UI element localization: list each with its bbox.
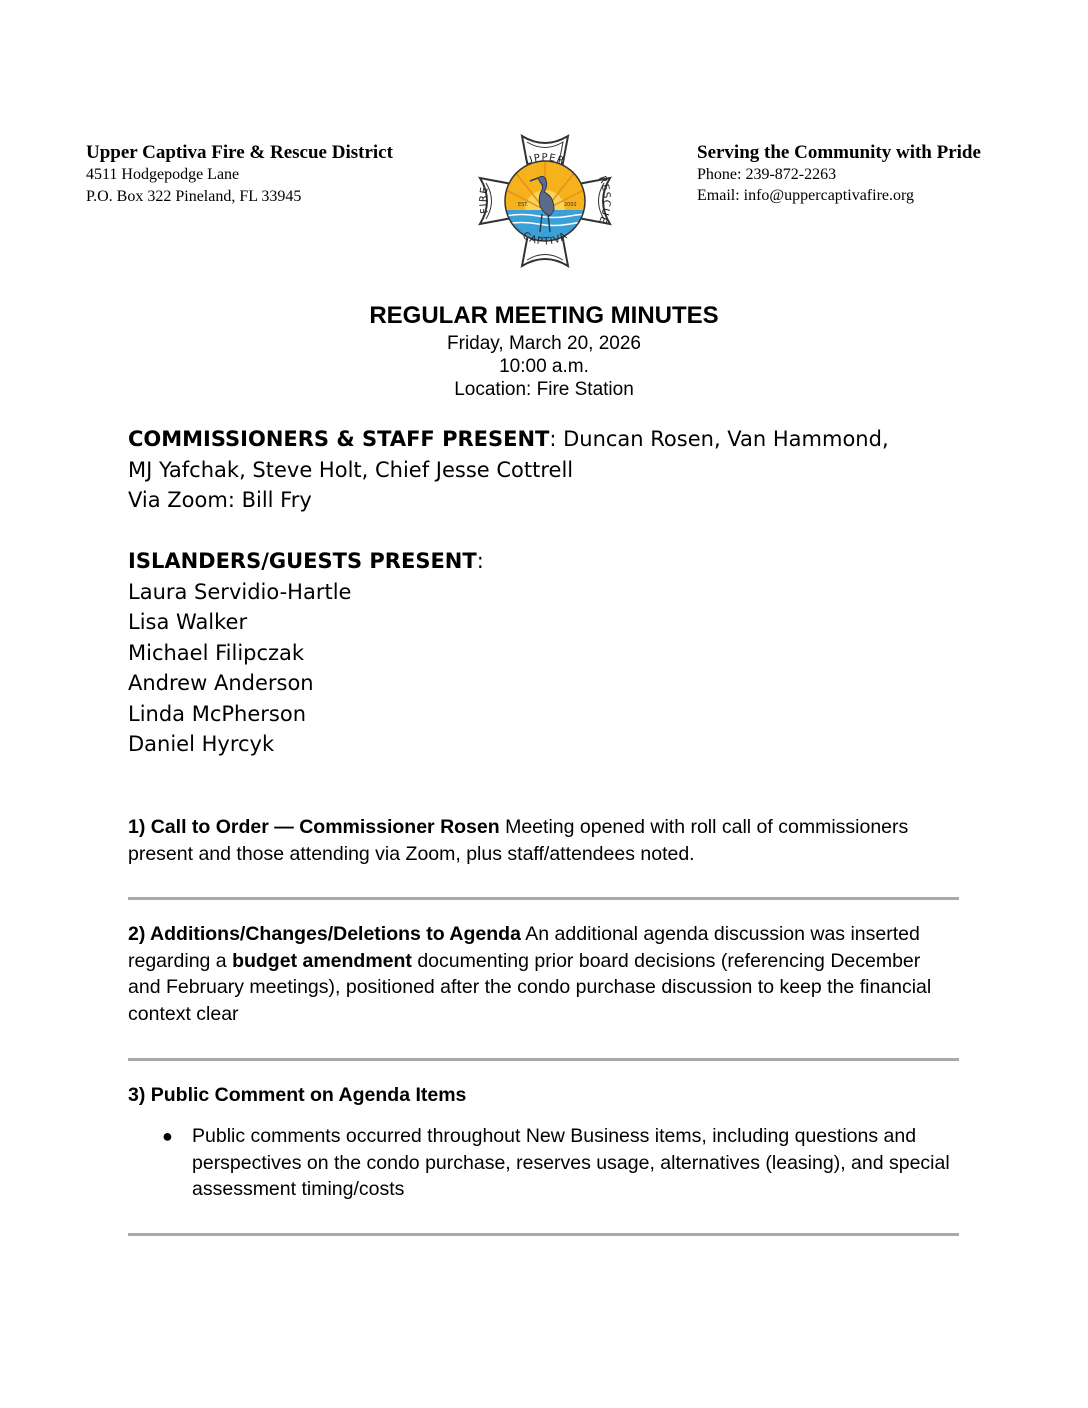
guests-label: ISLANDERS/GUESTS PRESENT (128, 549, 477, 573)
section-2-heading: 2) Additions/Changes/Deletions to Agenda (128, 923, 521, 945)
meeting-title-block (0, 300, 1088, 401)
logo-text-bottom: CAPTIVA (520, 230, 570, 248)
logo-text-top: UPPER (523, 152, 567, 168)
meeting-time: 10:00 a.m. (499, 356, 589, 377)
district-name: Upper Captiva Fire & Rescue District (86, 142, 393, 163)
page-title: REGULAR MEETING MINUTES (369, 302, 719, 329)
guest-name: Daniel Hyrcyk (128, 732, 275, 756)
guests-present (128, 546, 484, 760)
phone-number: Phone: 239-872-2263 (697, 166, 837, 183)
section-2-bold-term: budget amendment (232, 949, 412, 972)
section-public-comment (128, 1082, 958, 1109)
section-2-text-cont: documenting prior board decisions (referencing December and February meetings), positioned after the condo purchase discussion to keep the financial context clear (128, 949, 932, 1025)
commissioners-line2: MJ Yafchak, Steve Holt, Chief Jesse Cottrell (128, 457, 574, 482)
fire-rescue-maltese-cross-logo-icon (472, 128, 618, 274)
district-motto: Serving the Community with Pride (697, 142, 981, 163)
section-call-to-order (128, 814, 958, 867)
logo-est-left: EST. (518, 202, 529, 208)
guest-name: Andrew Anderson (128, 671, 314, 695)
logo-text-left: FIRE (478, 185, 491, 215)
public-comment-text: Public comments occurred throughout New Business items, including questions and perspectives on the condo purchase, reserves usage, alternatives (leasing), and special assessment timing/costs (192, 1125, 950, 1200)
bullet-icon: ● (162, 1126, 173, 1146)
guest-name: Linda McPherson (128, 701, 307, 726)
guests-label-colon: : (476, 549, 484, 573)
divider (128, 1058, 959, 1061)
meeting-date: Friday, March 20, 2026 (447, 333, 641, 354)
sunset-heron-scene (502, 158, 588, 244)
contact-info-block (697, 142, 981, 206)
section-1-text: Meeting opened with roll call of commissioners present and those attending via Zoom, plus staff/attendees noted. (128, 816, 909, 865)
street-address: 4511 Hodgepodge Lane (86, 166, 240, 183)
zoom-attendees: Via Zoom: Bill Fry (128, 488, 312, 512)
guest-name: Michael Filipczak (128, 640, 305, 665)
logo-est-right: 2002 (564, 202, 577, 208)
public-comment-list (128, 1123, 958, 1203)
section-1-heading: 1) Call to Order — Commissioner Rosen (128, 816, 500, 838)
commissioners-label: COMMISSIONERS & STAFF PRESENT (128, 427, 550, 451)
divider (128, 1233, 959, 1236)
svg-text:FIRE (478, 186, 490, 215)
divider (128, 897, 959, 900)
logo-text-right: RESCUE (596, 174, 612, 226)
section-3-heading: 3) Public Comment on Agenda Items (128, 1084, 467, 1106)
commissioners-line1: : Duncan Rosen, Van Hammond, (549, 427, 889, 451)
commissioners-present (128, 424, 889, 516)
district-contact-block (86, 142, 393, 208)
guest-name: Laura Servidio-Hartle (128, 579, 352, 604)
section-2-text: An additional agenda discussion was inserted regarding a (128, 923, 920, 972)
guest-name: Lisa Walker (128, 610, 248, 634)
mailing-address: P.O. Box 322 Pineland, FL 33945 (86, 188, 302, 205)
list-item (128, 1123, 958, 1203)
section-agenda-changes (128, 921, 958, 1027)
email-address: Email: info@uppercaptivafire.org (697, 187, 915, 204)
meeting-location: Location: Fire Station (454, 379, 634, 400)
